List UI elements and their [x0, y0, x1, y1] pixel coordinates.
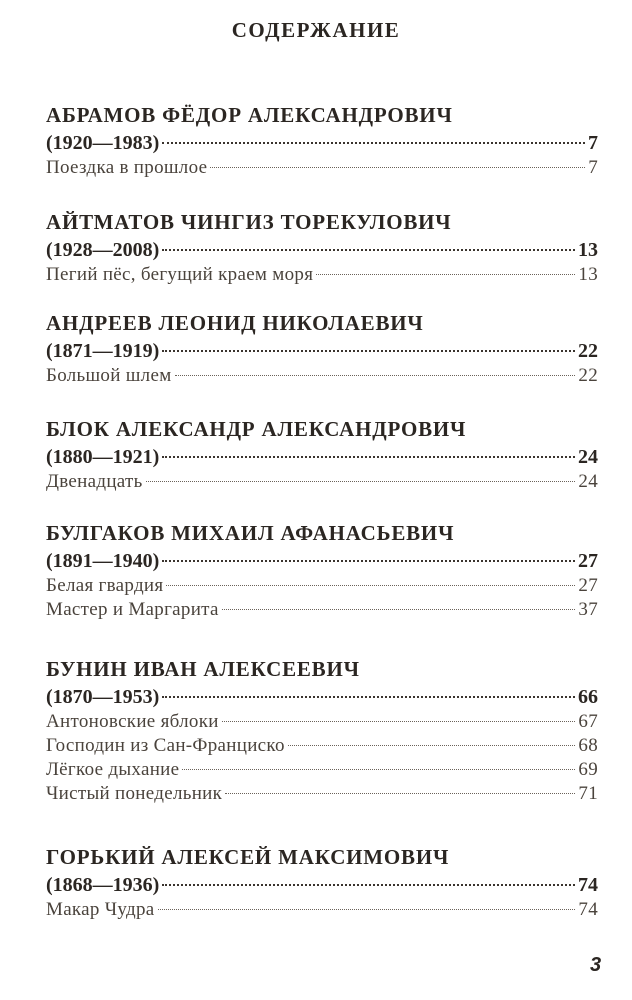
- dot-leader: [166, 585, 575, 586]
- work-title: Антоновские яблоки: [46, 711, 219, 732]
- author-entry: [46, 654, 598, 806]
- author-years-row[interactable]: [46, 237, 598, 263]
- work-row[interactable]: [46, 364, 598, 388]
- dot-leader: [162, 884, 575, 886]
- dot-leader: [162, 350, 575, 352]
- page-ref: 22: [578, 365, 598, 386]
- author-years: (1891—1940): [46, 550, 160, 572]
- page-ref: 7: [588, 132, 598, 154]
- dot-leader: [162, 456, 575, 458]
- author-years-row[interactable]: [46, 548, 598, 574]
- page-ref: 13: [578, 264, 598, 285]
- dot-leader: [210, 167, 585, 168]
- author-name: БЛОК АЛЕКСАНДР АЛЕКСАНДРОВИЧ: [46, 417, 467, 441]
- author-years-row[interactable]: [46, 684, 598, 710]
- page-ref: 22: [578, 340, 598, 362]
- page-ref: 24: [578, 446, 598, 468]
- work-title: Пегий пёс, бегущий краем моря: [46, 264, 314, 285]
- work-title: Мастер и Маргарита: [46, 599, 219, 620]
- dot-leader: [316, 274, 575, 275]
- dot-leader: [225, 793, 575, 794]
- author-years-row[interactable]: [46, 338, 598, 364]
- page-ref: 24: [578, 471, 598, 492]
- author-years: (1870—1953): [46, 686, 160, 708]
- work-row[interactable]: [46, 156, 598, 180]
- work-row[interactable]: [46, 710, 598, 734]
- page-ref: 7: [588, 157, 598, 178]
- author-years-row[interactable]: [46, 872, 598, 898]
- author-entry: [46, 414, 598, 494]
- work-title: Макар Чудра: [46, 899, 155, 920]
- author-entry: [46, 842, 598, 922]
- page-ref: 37: [578, 599, 598, 620]
- author-name: АНДРЕЕВ ЛЕОНИД НИКОЛАЕВИЧ: [46, 311, 424, 335]
- dot-leader: [288, 745, 576, 746]
- dot-leader: [162, 249, 575, 251]
- page-ref: 13: [578, 239, 598, 261]
- author-name: АЙТМАТОВ ЧИНГИЗ ТОРЕКУЛОВИЧ: [46, 210, 452, 234]
- work-row[interactable]: [46, 758, 598, 782]
- dot-leader: [175, 375, 576, 376]
- author-years: (1928—2008): [46, 239, 160, 261]
- author-entry: [46, 100, 598, 180]
- page-ref: 68: [578, 735, 598, 756]
- author-entry: [46, 518, 598, 622]
- author-name: БУНИН ИВАН АЛЕКСЕЕВИЧ: [46, 657, 360, 681]
- author-years-row[interactable]: [46, 130, 598, 156]
- work-row[interactable]: [46, 263, 598, 287]
- page-ref: 27: [578, 575, 598, 596]
- work-title: Лёгкое дыхание: [46, 759, 180, 780]
- author-entry: [46, 308, 598, 388]
- work-row[interactable]: [46, 782, 598, 806]
- page-ref: 27: [578, 550, 598, 572]
- author-name: ГОРЬКИЙ АЛЕКСЕЙ МАКСИМОВИЧ: [46, 845, 450, 869]
- page-ref: 69: [578, 759, 598, 780]
- dot-leader: [182, 769, 575, 770]
- author-entry: [46, 207, 598, 287]
- dot-leader: [162, 142, 585, 144]
- author-name: БУЛГАКОВ МИХАИЛ АФАНАСЬЕВИЧ: [46, 521, 455, 545]
- dot-leader: [222, 609, 576, 610]
- author-years: (1880—1921): [46, 446, 160, 468]
- work-title: Двенадцать: [46, 471, 143, 492]
- dot-leader: [162, 560, 575, 562]
- dot-leader: [222, 721, 576, 722]
- page-ref: 66: [578, 686, 598, 708]
- work-row[interactable]: [46, 574, 598, 598]
- author-years: (1871—1919): [46, 340, 160, 362]
- dot-leader: [162, 696, 575, 698]
- page-ref: 67: [578, 711, 598, 732]
- page-ref: 71: [578, 783, 598, 804]
- work-title: Поездка в прошлое: [46, 157, 208, 178]
- author-name: АБРАМОВ ФЁДОР АЛЕКСАНДРОВИЧ: [46, 103, 453, 127]
- toc-heading: СОДЕРЖАНИЕ: [231, 18, 401, 42]
- author-years: (1920—1983): [46, 132, 160, 154]
- work-row[interactable]: [46, 734, 598, 758]
- page-ref: 74: [578, 874, 598, 896]
- dot-leader: [146, 481, 576, 482]
- work-row[interactable]: [46, 470, 598, 494]
- author-years: (1868—1936): [46, 874, 160, 896]
- work-title: Белая гвардия: [46, 575, 164, 596]
- dot-leader: [158, 909, 576, 910]
- work-row[interactable]: [46, 598, 598, 622]
- work-title: Большой шлем: [46, 365, 172, 386]
- page-number: 3: [590, 954, 602, 976]
- work-row[interactable]: [46, 898, 598, 922]
- work-title: Чистый понедельник: [46, 783, 223, 804]
- work-title: Господин из Сан-Франциско: [46, 735, 285, 756]
- author-years-row[interactable]: [46, 444, 598, 470]
- page-ref: 74: [578, 899, 598, 920]
